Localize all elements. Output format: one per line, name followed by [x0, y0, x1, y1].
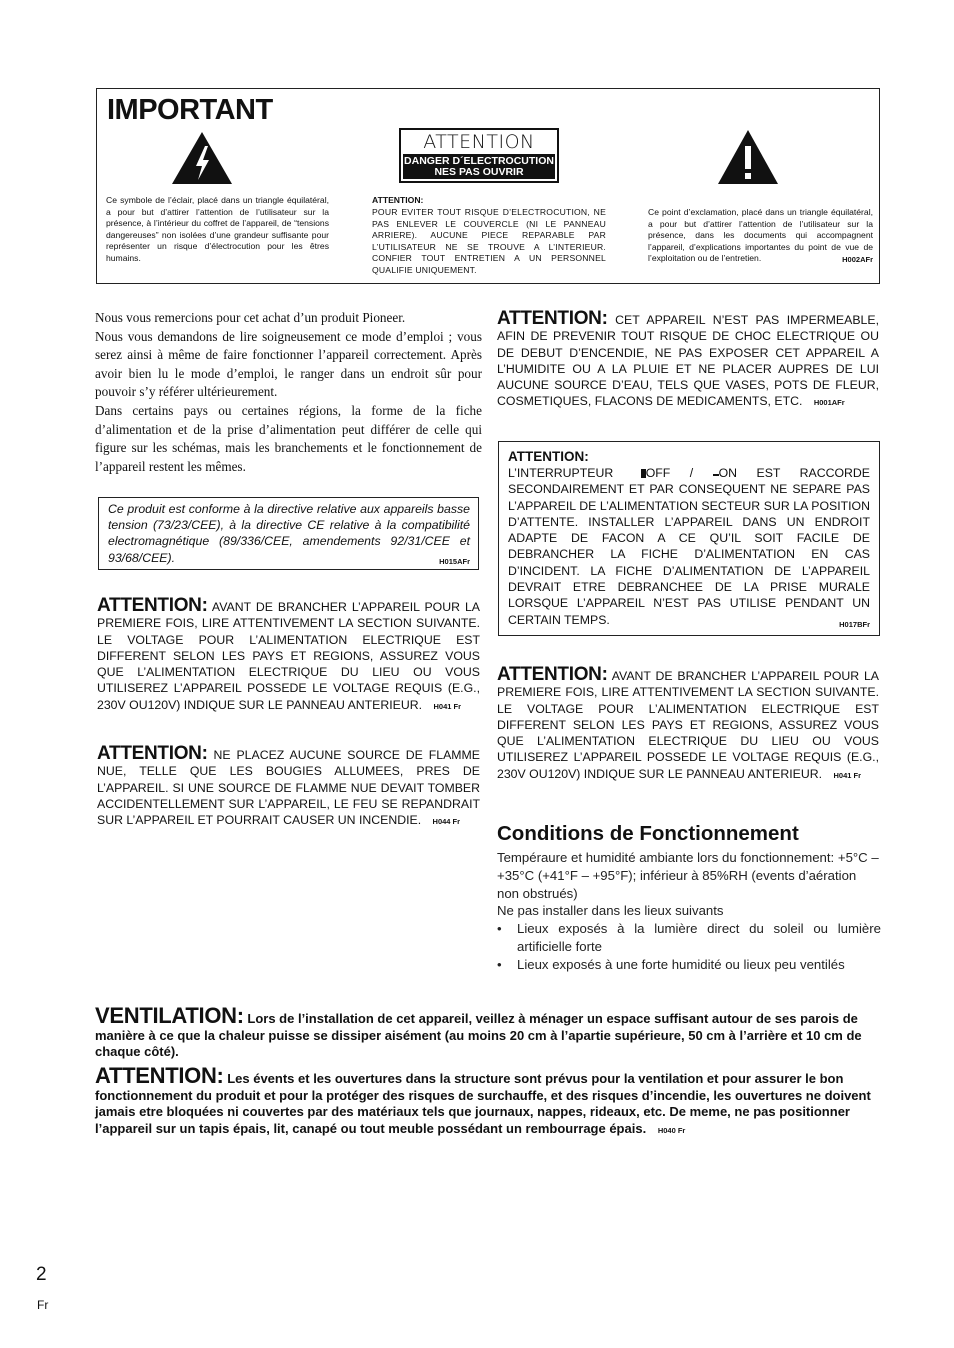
ventilation-heading: VENTILATION:: [95, 1003, 244, 1028]
attention-voltage-left: [97, 595, 480, 715]
attention-water-text: CET APPAREIL N’EST PAS IMPERMEABLE, AFIN DE PREVENIR TOUT RISQUE DE CHOC ELECTRIQUE OU DE DEBUT D’ENCENDIE, NE PAS EXPOSER CET APPAREIL A L’HUMIDITE OU A LA PLUIE ET NE PLACER AUPRES DE LUI AUCUNE SOURCE D’EAU, TELS QUE VASES, POTS DE FLEUR, COSMETIQUES, FLACONS DE MEDICAMENTS, ETC.: [497, 313, 879, 409]
intro-p2: Nous vous demandons de lire soigneusement ce mode d’emploi ; vous serez ainsi à même de faire fonctionner l’appareil correctement. Après avoir bien lu le mode d’emploi, le ranger dans un endroit sûr pour pouvoir s’y référer ultérieurement.: [95, 328, 482, 400]
language-code: Fr: [37, 1298, 49, 1312]
page-number: 2: [36, 1264, 47, 1285]
attention-voltage-right-text: AVANT DE BRANCHER L’APPAREIL POUR LA PREMIERE FOIS, LIRE ATTENTIVEMENT LA SECTION SUIVANTE. LE VOLTAGE POUR L’ALIMENTATION ELECTRIQUE EST DIFFERENT SELON LES PAYS ET REGIONS, ASSUREZ VOUS QUE L’ALIMENTATION ELECTRIQUE DU LIEU OU VOUS UTILISEREZ L’APPAREIL POSSEDE LE VOLTAGE REQUIS (E.G., 230V OU120V) INDIQUE SUR LE PANNEAU ANTERIEUR.: [497, 669, 879, 781]
intro-text: [95, 309, 482, 476]
attention-voltage-right-code: H041 Fr: [833, 770, 861, 780]
conditions-list: [497, 920, 881, 973]
attention-vents-section: [95, 1063, 883, 1140]
important-title: IMPORTANT: [107, 94, 273, 126]
conditions-p1: Tempéraure et humidité ambiante lors du fonctionnement: +5°C – +35°C (+41°F – +95°F); inférieur à 85%RH (events d’aération non obstrués): [497, 850, 879, 901]
attention-vents-code: H040 Fr: [657, 1126, 686, 1136]
attention-voltage-left-text: AVANT DE BRANCHER L’APPAREIL POUR LA PREMIERE FOIS, LIRE ATTENTIVEMENT LA SECTION SUIVANTE. LE VOLTAGE POUR L’ALIMENTATION ELECTRIQUE EST DIFFERENT SELON LES PAYS ET REGIONS, ASSUREZ VOUS QUE L’ALIMENTATION ELECTRIQUE DU LIEU OU VOUS UTILISEREZ L’APPAREIL POSSEDE LE VOLTAGE REQUIS (E.G., 230V OU120V) INDIQUE SUR LE PANNEAU ANTERIEUR.: [97, 600, 480, 712]
lightning-explanation: Ce symbole de l’éclair, placé dans un triangle équilatéral, a pour but d’attirer l’attention de l’utilisateur sur la présence, à l’intérieur du coffret de l’appareil, de “tensions dangereuses” non isolées d’une grandeur suffisante pour représenter un risque d’électrocution pour les êtres humains.: [106, 195, 329, 263]
conformity-code: H015AFr: [439, 556, 470, 566]
attention-switch-code: H017BFr: [839, 619, 870, 629]
attention-voltage-right-heading: ATTENTION:: [497, 664, 608, 685]
attention-label-title: ATTENTION: [423, 131, 535, 153]
attention-switch-text-b: OFF /: [645, 466, 694, 480]
conditions-title: Conditions de Fonctionnement: [497, 822, 799, 845]
attention-switch-text-a: L’INTERRUPTEUR: [508, 466, 614, 480]
conformity-box: [98, 497, 479, 570]
attention-switch-text-c: ON EST RACCORDE SECONDAIREMENT ET PAR CONSEQUENT NE SEPARE PAS L’APPAREIL DE L’ALIMENTATION SECTEUR SUR LA POSITION D’ATTENTE. INSTALLER L’APPAREIL DANS UN ENDROIT ADAPTE DE FACON A CE QU’IL SOIT FACILE DE DEBRANCHER LA FICHE D’ALIMENTATION EN CAS D’INCIDENT. LA FICHE D’ALIMENTATION DE L’APPAREIL DEVRAIT ETRE DEBRANCHEE DE LA PRISE MURALE LORSQUE L’APPAREIL N’EST PAS UTILISE PENDANT UN CERTAIN TEMPS.: [508, 466, 870, 627]
attention-vents-text: Les évents et les ouvertures dans la structure sont prévus pour la ventilation et pour assurer le bon fonctionnement du produit et pour la protéger des risques de surchauffe, et des risques d’incendie, les ouvertures ne doivent jamais etre bloquées ni couvertes par des matériaux tels que journaux, nappes, rideaux, etc. De meme, ne pas positionner l’appareil sur un tapis épais, lit, canapé ou tout meuble possédant un rembourrage épais.: [95, 1071, 871, 1137]
lightning-warning-icon: [170, 130, 234, 186]
attention-water: [497, 308, 879, 412]
exclamation-warning-icon: [716, 128, 780, 186]
ventilation-text: Lors de l’installation de cet appareil, veillez à ménager un espace suffisant autour de ses parois de manière à ce que la chaleur puisse se dissiper aisément (au moins 20 cm à l’apartie supérieure, 50 cm à l’arrière et 10 cm de chaque côté).: [95, 1011, 862, 1060]
attention-voltage-left-heading: ATTENTION:: [97, 595, 208, 616]
conditions-item: • Lieux exposés à une forte humidité ou lieux peu ventilés: [517, 956, 881, 974]
attention-flame: [97, 743, 480, 830]
center-attention-heading: ATTENTION:: [372, 195, 424, 205]
attention-flame-text: NE PLACEZ AUCUNE SOURCE DE FLAMME NUE, TELLE QUE LES BOUGIES ALLUMEES, PRES DE L’APPAREIL. SI UNE SOURCE DE FLAMME NUE DEVAIT TOMBER ACCIDENTELLEMENT SUR L’APPAREIL, LE FEU SE REPANDRAIT SUR L’APPAREIL ET POURRAIT CAUSER UN INCENDIE.: [97, 748, 480, 828]
attention-switch-text: [508, 465, 870, 628]
conditions-body: [497, 849, 881, 974]
attention-switch-box: [498, 441, 880, 636]
attention-water-heading: ATTENTION:: [497, 308, 608, 329]
conformity-body: Ce produit est conforme à la directive relative aux appareils basse tension (73/23/CEE), à la directive CE relative à la compatibilité electromagnétique (89/336/CEE, amendements 92/31/CEE et 93/68/CEE).: [108, 502, 470, 565]
exclamation-text: Ce point d’exclamation, placé dans un triangle équilatéral, a pour but d’attirer l’attention de l’utilisateur sur la présence, dans les documents qui accompagnent l’appareil, d’explications importantes du point de vue de l’exploitation ou de l’entretien.: [648, 207, 873, 264]
attention-flame-heading: ATTENTION:: [97, 743, 208, 764]
conformity-text: [108, 501, 470, 566]
center-attention-text: POUR EVITER TOUT RISQUE D’ELECTROCUTION, NE PAS ENLEVER LE COUVERCLE (NI LE PANNEAU ARRIERE). AUCUNE PIECE REPARABLE PAR L’UTILISATEUR NE SE TROUVE A L’INTERIEUR. CONFIER TOUT ENTRETIEN A UN PERSONNEL QUALIFIE UNIQUEMENT.: [372, 207, 606, 275]
intro-p1: Nous vous remercions pour cet achat d’un produit Pioneer.: [95, 310, 406, 325]
attention-voltage-right: [497, 664, 879, 784]
intro-p3: Dans certains pays ou certaines régions, la forme de la fiche d’alimentation et de la prise d’alimentation peut différer de celle qui figure sur les schémas, mais les branchements et le fonctionnement de l’appareil restent les mêmes.: [95, 402, 482, 474]
conditions-p2: Ne pas installer dans les lieux suivants: [497, 903, 724, 919]
attention-voltage-left-code: H041 Fr: [433, 701, 461, 711]
ventilation-section: [95, 1003, 883, 1061]
attention-flame-code: H044 Fr: [432, 817, 461, 827]
attention-label-warning: DANGER D´ELECTROCUTION NES PAS OUVRIR: [404, 155, 554, 178]
attention-label: [399, 128, 559, 183]
exclamation-code: H002AFr: [842, 255, 873, 265]
attention-switch-heading: ATTENTION:: [508, 449, 589, 464]
attention-water-code: H001AFr: [813, 398, 845, 408]
conditions-item: • Lieux exposés à la lumière direct du soleil ou lumière artificielle forte: [517, 920, 881, 956]
attention-vents-heading: ATTENTION:: [95, 1063, 224, 1088]
exclamation-explanation: [648, 207, 873, 266]
